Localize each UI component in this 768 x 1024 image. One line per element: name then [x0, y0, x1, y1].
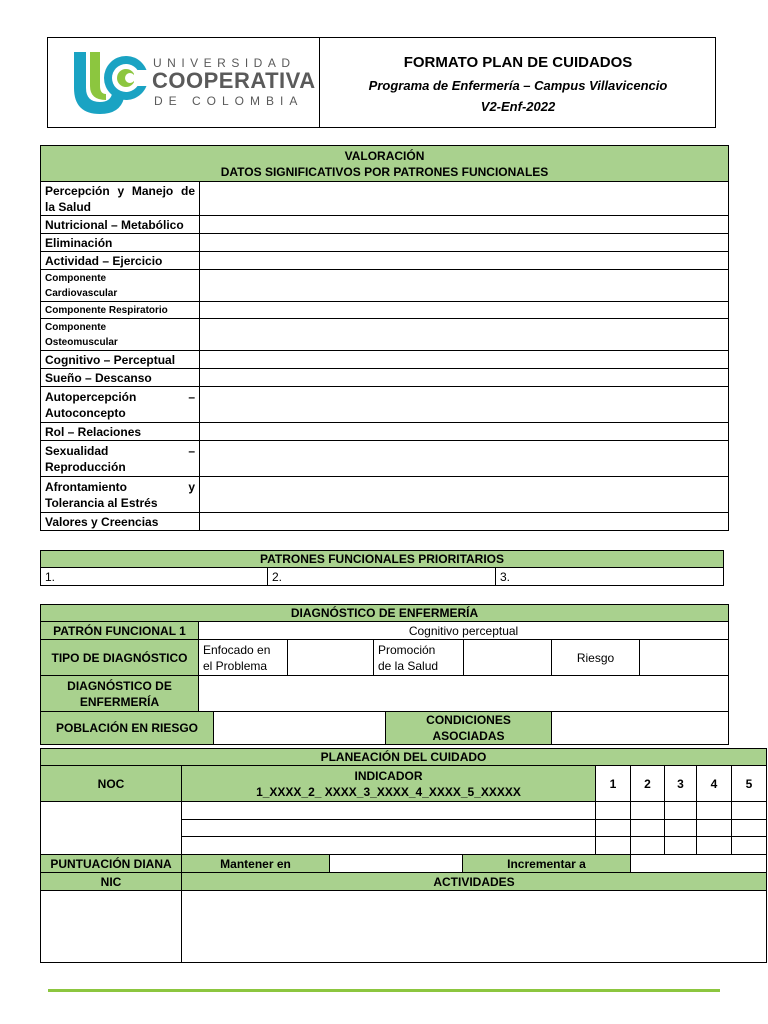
pattern-data-cell[interactable] — [200, 216, 729, 234]
prioritarios-table — [40, 550, 724, 586]
indicador-scale: 1_XXXX_2_ XXXX_3_XXXX_4_XXXX_5_XXXXX — [256, 784, 521, 799]
pattern-label: Actividad – Ejercicio — [41, 252, 200, 270]
logo-text-universidad: UNIVERSIDAD — [153, 56, 296, 70]
riesgo-check[interactable] — [640, 640, 729, 676]
valoracion-title: VALORACIÓN — [344, 148, 425, 163]
pattern-data-cell[interactable] — [200, 513, 729, 531]
pattern-data-cell[interactable] — [200, 351, 729, 369]
pattern-label: Componente Cardiovascular — [41, 270, 200, 302]
score-cell[interactable] — [631, 820, 665, 837]
actividades-field[interactable] — [182, 891, 767, 963]
score-cell[interactable] — [596, 820, 631, 837]
pattern-label: Nutricional – Metabólico — [41, 216, 200, 234]
score-header-2: 2 — [631, 766, 665, 802]
condiciones-asociadas-field[interactable] — [552, 712, 729, 745]
poblacion-riesgo-field[interactable] — [214, 712, 386, 745]
score-cell[interactable] — [665, 837, 697, 855]
nic-field[interactable] — [41, 891, 182, 963]
pattern-data-cell[interactable] — [200, 252, 729, 270]
pattern-label: Eliminación — [41, 234, 200, 252]
university-logo — [68, 48, 316, 118]
mantener-field[interactable] — [330, 855, 463, 873]
valoracion-subtitle: DATOS SIGNIFICATIVOS POR PATRONES FUNCIONALES — [220, 164, 549, 179]
tipo-diagnostico-label: TIPO DE DIAGNÓSTICO — [41, 640, 199, 676]
planeacion-header: PLANEACIÓN DEL CUIDADO — [41, 749, 767, 766]
pattern-data-cell[interactable] — [200, 387, 729, 423]
diagnostico-table — [40, 604, 729, 745]
enfocado-problema-check[interactable] — [288, 640, 374, 676]
noc-label: NOC — [41, 766, 182, 802]
riesgo-label: Riesgo — [552, 640, 640, 676]
valoracion-table — [40, 145, 729, 531]
score-cell[interactable] — [665, 820, 697, 837]
pattern-data-cell[interactable] — [200, 234, 729, 252]
document-subtitle: Programa de Enfermería – Campus Villavicencio — [368, 78, 668, 93]
footer-divider — [48, 989, 720, 992]
prioritarios-header: PATRONES FUNCIONALES PRIORITARIOS — [41, 551, 724, 568]
valoracion-header — [41, 146, 729, 182]
actividades-label: ACTIVIDADES — [182, 873, 767, 891]
pattern-label: Afrontamiento y Tolerancia al Estrés — [41, 477, 200, 513]
pattern-label: Sexualidad – Reproducción — [41, 441, 200, 477]
pattern-data-cell[interactable] — [200, 477, 729, 513]
score-cell[interactable] — [697, 837, 732, 855]
score-cell[interactable] — [697, 820, 732, 837]
nic-label: NIC — [41, 873, 182, 891]
pattern-label: Cognitivo – Perceptual — [41, 351, 200, 369]
indicador-field[interactable] — [182, 802, 596, 820]
prioritario-field-2[interactable]: 2. — [268, 568, 496, 586]
promocion-salud-label: Promoción de la Salud — [374, 640, 464, 676]
puntuacion-diana-label: PUNTUACIÓN DIANA — [41, 855, 182, 873]
enfocado-problema-label: Enfocado en el Problema — [199, 640, 288, 676]
pattern-label: Sueño – Descanso — [41, 369, 200, 387]
patron-funcional-label: PATRÓN FUNCIONAL 1 — [41, 622, 199, 640]
pattern-label: Componente Osteomuscular — [41, 319, 200, 351]
diagnostico-header: DIAGNÓSTICO DE ENFERMERÍA — [41, 605, 729, 622]
mantener-label: Mantener en — [182, 855, 330, 873]
pattern-data-cell[interactable] — [200, 369, 729, 387]
patron-funcional-value[interactable]: Cognitivo perceptual — [199, 622, 729, 640]
planeacion-table — [40, 748, 767, 963]
logo-text-cooperativa: COOPERATIVA — [152, 68, 316, 93]
pattern-label: Componente Respiratorio — [41, 302, 200, 319]
score-header-5: 5 — [732, 766, 767, 802]
pattern-data-cell[interactable] — [200, 270, 729, 302]
document-version: V2-Enf-2022 — [480, 99, 556, 114]
condiciones-asociadas-label: CONDICIONES ASOCIADAS — [386, 712, 552, 745]
logo-text-colombia: DE COLOMBIA — [154, 94, 304, 108]
score-cell[interactable] — [732, 837, 767, 855]
uc-logo-icon — [68, 48, 148, 116]
pattern-label: Percepción y Manejo de la Salud — [41, 182, 200, 216]
incrementar-field[interactable] — [631, 855, 767, 873]
score-cell[interactable] — [665, 802, 697, 820]
poblacion-riesgo-label: POBLACIÓN EN RIESGO — [41, 712, 214, 745]
pattern-data-cell[interactable] — [200, 319, 729, 351]
score-header-4: 4 — [697, 766, 732, 802]
prioritario-field-3[interactable]: 3. — [496, 568, 724, 586]
pattern-label: Valores y Creencias — [41, 513, 200, 531]
indicador-field[interactable] — [182, 820, 596, 837]
score-cell[interactable] — [596, 802, 631, 820]
score-header-3: 3 — [665, 766, 697, 802]
pattern-data-cell[interactable] — [200, 182, 729, 216]
score-cell[interactable] — [732, 820, 767, 837]
score-cell[interactable] — [631, 802, 665, 820]
incrementar-label: Incrementar a — [463, 855, 631, 873]
noc-field[interactable] — [41, 802, 182, 855]
document-title: FORMATO PLAN DE CUIDADOS — [403, 54, 633, 71]
score-cell[interactable] — [631, 837, 665, 855]
pattern-label: Autopercepción – Autoconcepto — [41, 387, 200, 423]
pattern-data-cell[interactable] — [200, 423, 729, 441]
score-cell[interactable] — [697, 802, 732, 820]
diagnostico-enfermeria-field[interactable] — [199, 676, 729, 712]
pattern-data-cell[interactable] — [200, 302, 729, 319]
score-header-1: 1 — [596, 766, 631, 802]
promocion-salud-check[interactable] — [464, 640, 552, 676]
indicador-field[interactable] — [182, 837, 596, 855]
score-cell[interactable] — [732, 802, 767, 820]
pattern-data-cell[interactable] — [200, 441, 729, 477]
score-cell[interactable] — [596, 837, 631, 855]
pattern-label: Rol – Relaciones — [41, 423, 200, 441]
indicador-label: INDICADOR 1_XXXX_2_ XXXX_3_XXXX_4_XXXX_5_XXXXX — [182, 766, 596, 802]
prioritario-field-1[interactable]: 1. — [41, 568, 268, 586]
diagnostico-enfermeria-label: DIAGNÓSTICO DE ENFERMERÍA — [41, 676, 199, 712]
